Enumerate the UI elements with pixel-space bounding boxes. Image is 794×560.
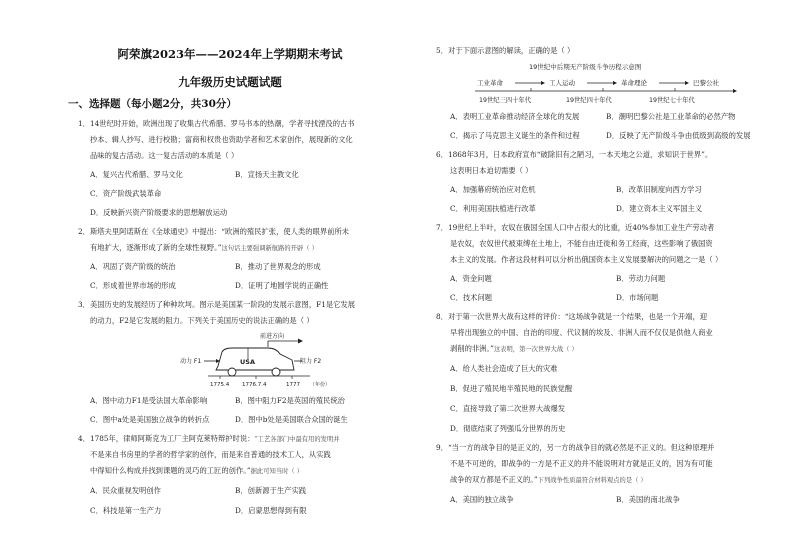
q5-diagram-stage-2: 工人运动 bbox=[549, 79, 575, 87]
q7-option-a[interactable]: A．资金问题 bbox=[450, 274, 492, 283]
q8-option-b[interactable]: B．促进了殖民地半殖民地的民族觉醒 bbox=[450, 384, 573, 393]
q1-line-2: 抄本、辑人抄写、进行校勘；富商和权贵也资助学者和艺术家创作，展现新的文化 bbox=[90, 135, 353, 144]
q5-era-2: 19世纪四十年代 bbox=[566, 97, 612, 104]
q8-line-1: 8．对于第一次世界大战有这样的评价：“这场战争就是一个结果，也是一个开端，迎 bbox=[436, 312, 708, 321]
q2-line-2-prompt: 这句话主要强调新航路的开辟（ ） bbox=[221, 245, 318, 252]
q4-option-a[interactable]: A．民众重视发明创作 bbox=[90, 486, 161, 495]
diagram-resistance-label: 阻力 F2 bbox=[300, 358, 322, 365]
proletariat-struggle-diagram bbox=[471, 60, 761, 108]
q4-line-1 bbox=[78, 434, 340, 444]
us-development-diagram bbox=[180, 330, 355, 388]
q8-line-3-prompt: 这表明，第一次世界大战（ ） bbox=[493, 346, 578, 353]
q9-option-a[interactable]: A．美国的独立战争 bbox=[450, 495, 514, 504]
left-column bbox=[60, 0, 400, 560]
direction-arrow-head bbox=[298, 339, 303, 344]
q8-line-2: 早将出现独立的中国、自治的印度、代议制的埃及、非洲人而不仅仅是供他人商业 bbox=[450, 328, 713, 337]
car-wheel-rear bbox=[228, 368, 236, 376]
q6-option-d[interactable]: D．建立资本主义军国主义 bbox=[616, 204, 703, 213]
q8-option-a[interactable]: A．给人类社会造成了巨大的灾难 bbox=[450, 364, 558, 373]
section-heading: 一、选择题（每小题2分，共30分） bbox=[68, 98, 237, 110]
q9-line-3 bbox=[450, 475, 647, 485]
diagram-direction-label: 前进方向 bbox=[260, 333, 285, 340]
q8-line-3-text: 剥削的非洲。” bbox=[450, 344, 494, 353]
car-body bbox=[216, 348, 294, 370]
q6-option-b[interactable]: B．改革旧制度向西方学习 bbox=[616, 185, 702, 194]
timeline-year-3: 1777 bbox=[286, 382, 300, 388]
q2-option-a[interactable]: A．巩固了资产阶级的统治 bbox=[90, 262, 176, 271]
q5-arrow-2-head bbox=[613, 81, 617, 85]
q5-diagram-title: 19世纪中后期无产阶级斗争历程示意图 bbox=[529, 63, 642, 71]
q1-option-b[interactable]: B．宣扬天主教文化 bbox=[235, 170, 299, 179]
exam-title: 阿荣旗2023年——2024年上学期期末考试 bbox=[117, 47, 343, 61]
diagram-force-label: 动力 F1 bbox=[180, 358, 202, 365]
q3-option-b[interactable]: B．图中阻力F2是英国的殖民统治 bbox=[235, 396, 345, 405]
q4-option-c[interactable]: C．科技是第一生产力 bbox=[90, 506, 162, 515]
q2-option-d[interactable]: D．证明了地圆学说的正确性 bbox=[235, 281, 329, 290]
q3-line-1: 3．美国历史的发展经历了种种坎坷。图示是美国某一阶段的发展示意图，F1是它发展 bbox=[78, 300, 356, 309]
q2-line-2-text: 有地扩大，逐渐形成了新的全球性视野。” bbox=[90, 243, 222, 252]
car-wheel-front bbox=[272, 368, 280, 376]
q6-option-a[interactable]: A．加强幕府统治应对危机 bbox=[450, 185, 536, 194]
q7-line-3: 本主义的发展。作者这段材料可以分析出俄国资本主义发展要解决的问题之一是（ ） bbox=[450, 255, 723, 264]
q3-line-2: 的动力，F2是它发展的阻力。下列关于美国历史的说法正确的是（ ） bbox=[90, 316, 314, 325]
q1-option-c[interactable]: C．资产阶级武装革命 bbox=[90, 189, 162, 198]
q8-line-3 bbox=[450, 344, 578, 354]
q5-diagram-stage-4: 巴黎公社 bbox=[693, 79, 719, 87]
q2-option-c[interactable]: C．形成着世界市场的形成 bbox=[90, 281, 176, 290]
timeline-year-1: 1775.4 bbox=[210, 382, 230, 388]
q3-option-c[interactable]: C．图中a处是美国独立战争的转折点 bbox=[90, 415, 210, 424]
q5-line: 5．对于下面示意图的解读，正确的是（ ） bbox=[436, 46, 575, 55]
q3-option-d[interactable]: D．图中b处是美国联合众国的诞生 bbox=[235, 415, 348, 424]
q3-option-a[interactable]: A．图中动力F1是受法国大革命影响 bbox=[90, 396, 208, 405]
q7-option-d[interactable]: D．市场问题 bbox=[616, 293, 659, 302]
q7-line-2: 是农奴，农奴世代被束缚在土地上，不能自由迁徙和务工经商，这些影响了俄国资 bbox=[450, 239, 713, 248]
q2-line-1: 2．斯塔夫里阿诺斯在《全球通史》中提出：“欧洲的殖民扩张，使人类的眼界前所未 bbox=[78, 227, 350, 236]
q9-line-3-text: 战争的双方都是不正义的。” bbox=[450, 475, 538, 484]
q1-option-a[interactable]: A．复兴古代希腊、罗马文化 bbox=[90, 170, 183, 179]
q5-option-b[interactable]: B．潮明巴黎公社是工业革命的必然产物 bbox=[606, 112, 736, 121]
exam-subtitle: 九年级历史试题试题 bbox=[178, 75, 282, 89]
q8-option-c[interactable]: C．直接导致了第二次世界大战爆发 bbox=[450, 404, 566, 413]
q7-option-c[interactable]: C．技术问题 bbox=[450, 293, 493, 302]
q5-era-1: 19世纪三四十年代 bbox=[479, 97, 532, 104]
right-column bbox=[416, 0, 761, 560]
q4-line-3-text: 中得知什么构成并找到课题的灵巧的工匠的创作。” bbox=[90, 466, 251, 475]
q4-line-3-prompt: 据此可知当时（ ） bbox=[250, 468, 304, 475]
q5-option-d[interactable]: D．反映了无产阶级斗争由低级到高级的发展 bbox=[606, 131, 751, 140]
q5-diagram-stage-3: 革命理论 bbox=[621, 79, 647, 87]
timeline-year-2: 1776.7.4 bbox=[242, 382, 267, 388]
car-label: USA bbox=[240, 358, 255, 366]
q7-option-b[interactable]: B．劳动力问题 bbox=[616, 274, 666, 283]
q4-line-1-quote: “工艺各部门中最有用的发明并 bbox=[254, 436, 340, 443]
q5-era-3: 19世纪七十年代 bbox=[649, 97, 695, 104]
q9-option-b[interactable]: B．美国的南北战争 bbox=[616, 495, 680, 504]
q4-line-3 bbox=[90, 466, 303, 476]
q9-line-1: 9．“当一方的战争目的是正义的，另一方的战争目的就必然是不正义的。但这种原理并 bbox=[436, 443, 715, 452]
q9-line-3-prompt: 下列战争性质最符合材料观点的是（ ） bbox=[537, 477, 647, 484]
timeline-unit: （年份） bbox=[310, 382, 331, 388]
q8-option-d[interactable]: D．彻底结束了列强瓜分世界的历史 bbox=[450, 424, 566, 433]
q2-line-2 bbox=[90, 243, 318, 253]
q6-line-2: 这表明日本迫切需要（ ） bbox=[450, 166, 533, 175]
q2-option-b[interactable]: B．推动了世界观念的形成 bbox=[235, 262, 321, 271]
q5-diagram-stage-1: 工业革命 bbox=[477, 79, 503, 87]
q5-arrow-1-head bbox=[541, 81, 545, 85]
q1-line-1: 1．14世纪时开始，欧洲出现了收集古代希腊、罗马书本的热潮，学者寻找湮没的古书 bbox=[78, 119, 355, 128]
q4-option-d[interactable]: D．启蒙思想得到有限 bbox=[235, 506, 307, 515]
q5-arrow-3-head bbox=[685, 81, 689, 85]
q5-option-c[interactable]: C．揭示了马克思主义诞生的条件和过程 bbox=[450, 131, 580, 140]
q5-option-a[interactable]: A．表明工业革命推动经济全球化的发展 bbox=[450, 112, 580, 121]
q6-option-c[interactable]: C．利用美国扶植进行改革 bbox=[450, 204, 536, 213]
q1-line-3: 品味的复古活动。这一复古活动的本质是（ ） bbox=[90, 151, 239, 160]
q5-timeline-head bbox=[733, 89, 737, 93]
q4-option-b[interactable]: B．创新源于生产实践 bbox=[235, 486, 307, 495]
q4-line-1-text: 4．1785年，律师阿斯克为工厂主阿克莱特辩护时说： bbox=[78, 434, 255, 443]
q6-line-1: 6．1868年3月，日本政府宣布“破除旧有之陋习，一本天地之公道，求知识于世界”。 bbox=[436, 150, 713, 159]
q7-line-1: 7．19世纪上半叶，农奴在俄国全国人口中占很大的比重，近40%参加工业生产劳动者 bbox=[436, 223, 715, 232]
q1-option-d[interactable]: D．反映新兴资产阶级要求的思想解放运动 bbox=[90, 208, 228, 217]
q4-line-2: 不是来自书房里的学者的哲学家的创作，而是来自普通的技术工人，从实践 bbox=[90, 450, 331, 459]
q9-line-2: 不是不可逆的，即战争的一方是不正义的并不能说明对方就是正义的，因为有可能 bbox=[450, 459, 713, 468]
